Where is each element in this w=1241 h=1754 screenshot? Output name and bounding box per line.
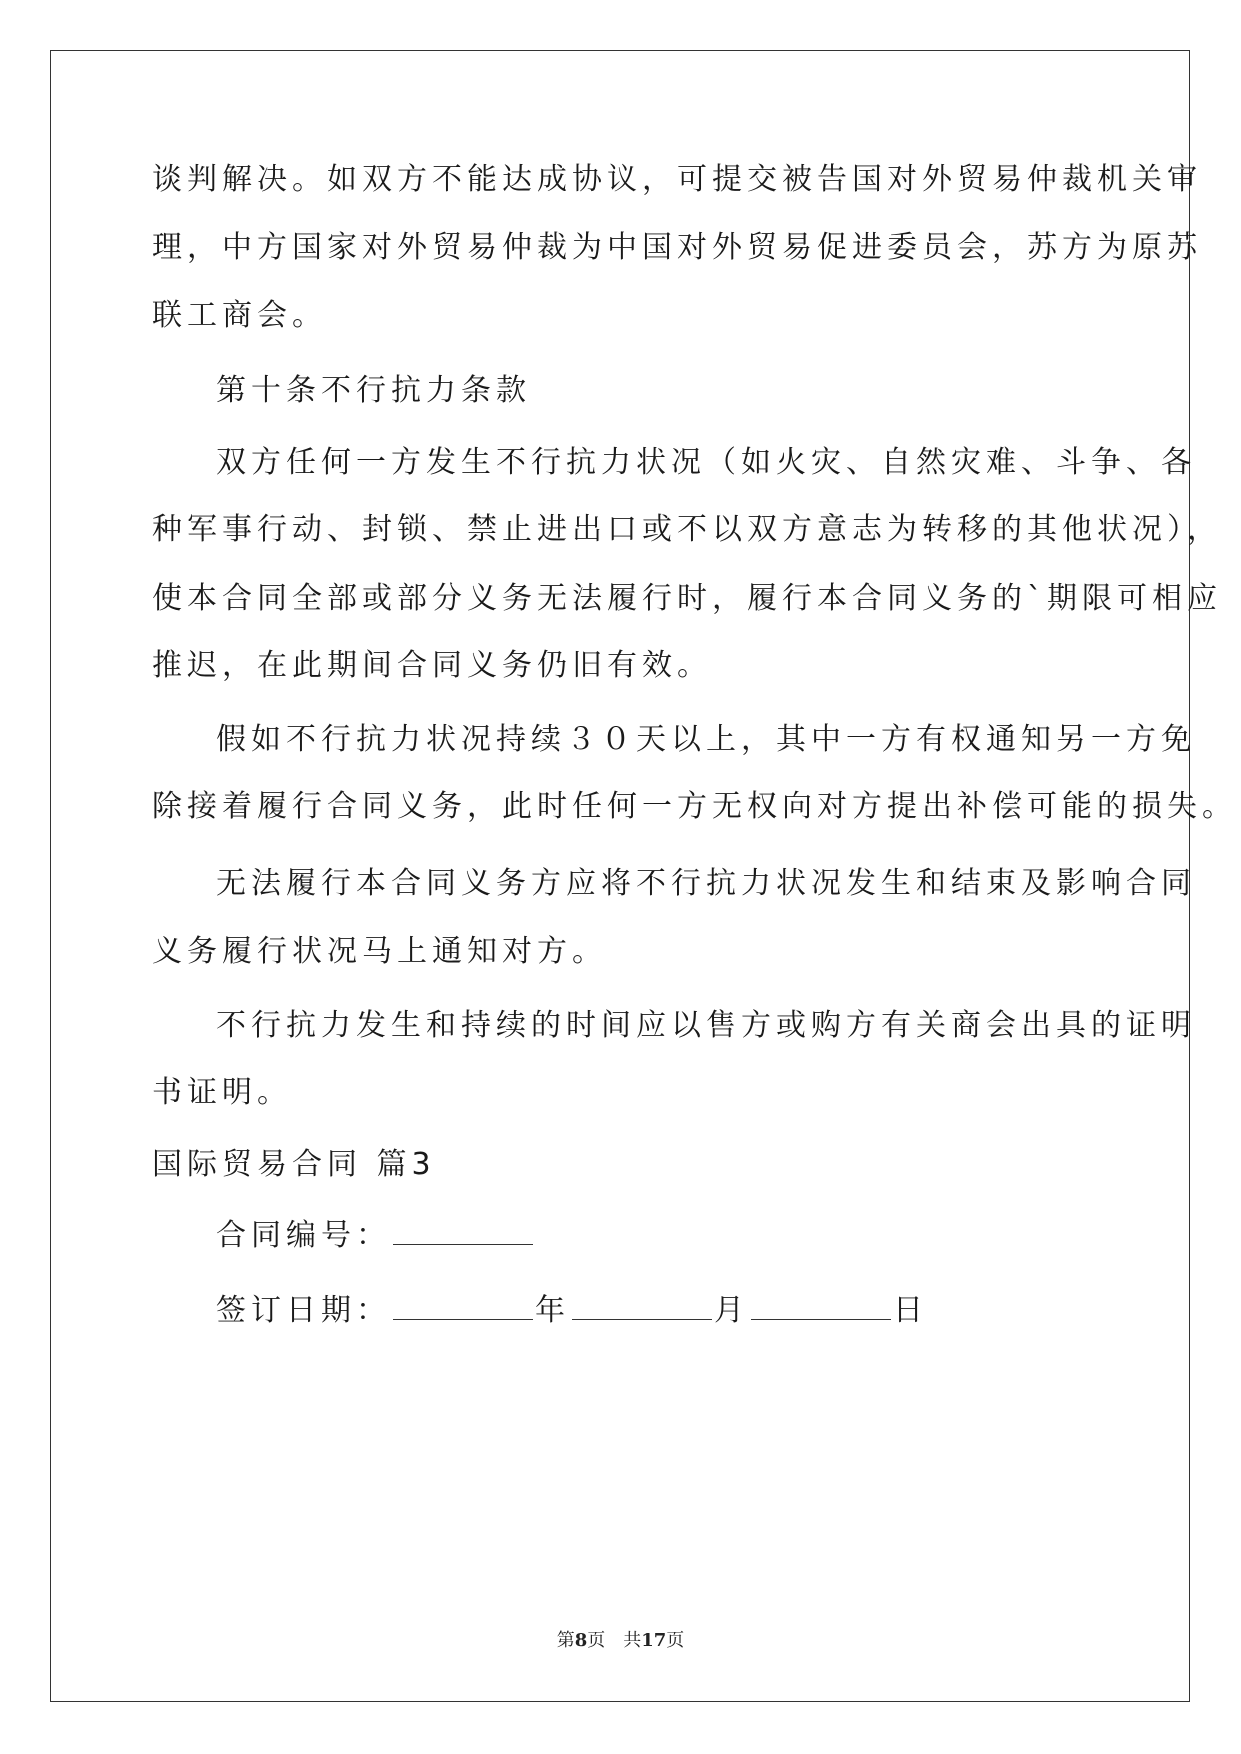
text-line: 种军事行动、封锁、禁止进出口或不以双方意志为转移的其他状况）， (152, 512, 1222, 547)
text-line: 不行抗力发生和持续的时间应以售方或购方有关商会出具的证明 (216, 1008, 1196, 1043)
page-prefix: 第 (556, 1630, 575, 1651)
text-line: 假如不行抗力状况持续３０天以上，其中一方有权通知另一方免 (216, 722, 1196, 757)
contract-number-label: 合同编号： (216, 1218, 391, 1253)
page-current: 8 (574, 1630, 588, 1651)
contract-title: 国际贸易合同 篇3 (152, 1147, 436, 1182)
sign-date-row (216, 1291, 928, 1331)
text-line: 双方任何一方发生不行抗力状况（如火灾、自然灾难、斗争、各 (216, 445, 1196, 480)
text-line: 推迟，在此期间合同义务仍旧有效。 (152, 648, 712, 683)
page-mid: 页 共 (587, 1630, 642, 1651)
page-footer (0, 1626, 1241, 1652)
month-label: 月 (714, 1293, 749, 1328)
sign-date-label: 签订日期： (216, 1293, 391, 1328)
text-line: 联工商会。 (152, 298, 327, 333)
page-total: 17 (641, 1630, 667, 1651)
text-line: 无法履行本合同义务方应将不行抗力状况发生和结束及影响合同 (216, 866, 1196, 901)
year-blank (393, 1291, 533, 1320)
month-blank (572, 1291, 712, 1320)
text-line: 除接着履行合同义务，此时任何一方无权向对方提出补偿可能的损失。 (152, 789, 1237, 824)
section-heading: 第十条不行抗力条款 (216, 373, 531, 408)
contract-number-row (216, 1216, 535, 1256)
day-label: 日 (893, 1293, 928, 1328)
text-line: 义务履行状况马上通知对方。 (152, 934, 607, 969)
text-line: 理，中方国家对外贸易仲裁为中国对外贸易促进委员会，苏方为原苏 (152, 230, 1202, 265)
text-line: 使本合同全部或部分义务无法履行时，履行本合同义务的`期限可相应 (152, 581, 1222, 616)
day-blank (751, 1291, 891, 1320)
text-line: 谈判解决。如双方不能达成协议，可提交被告国对外贸易仲裁机关审 (152, 162, 1202, 197)
contract-number-blank (393, 1216, 533, 1245)
page-suffix: 页 (666, 1630, 685, 1651)
year-label: 年 (535, 1293, 570, 1328)
text-line: 书证明。 (152, 1075, 292, 1110)
